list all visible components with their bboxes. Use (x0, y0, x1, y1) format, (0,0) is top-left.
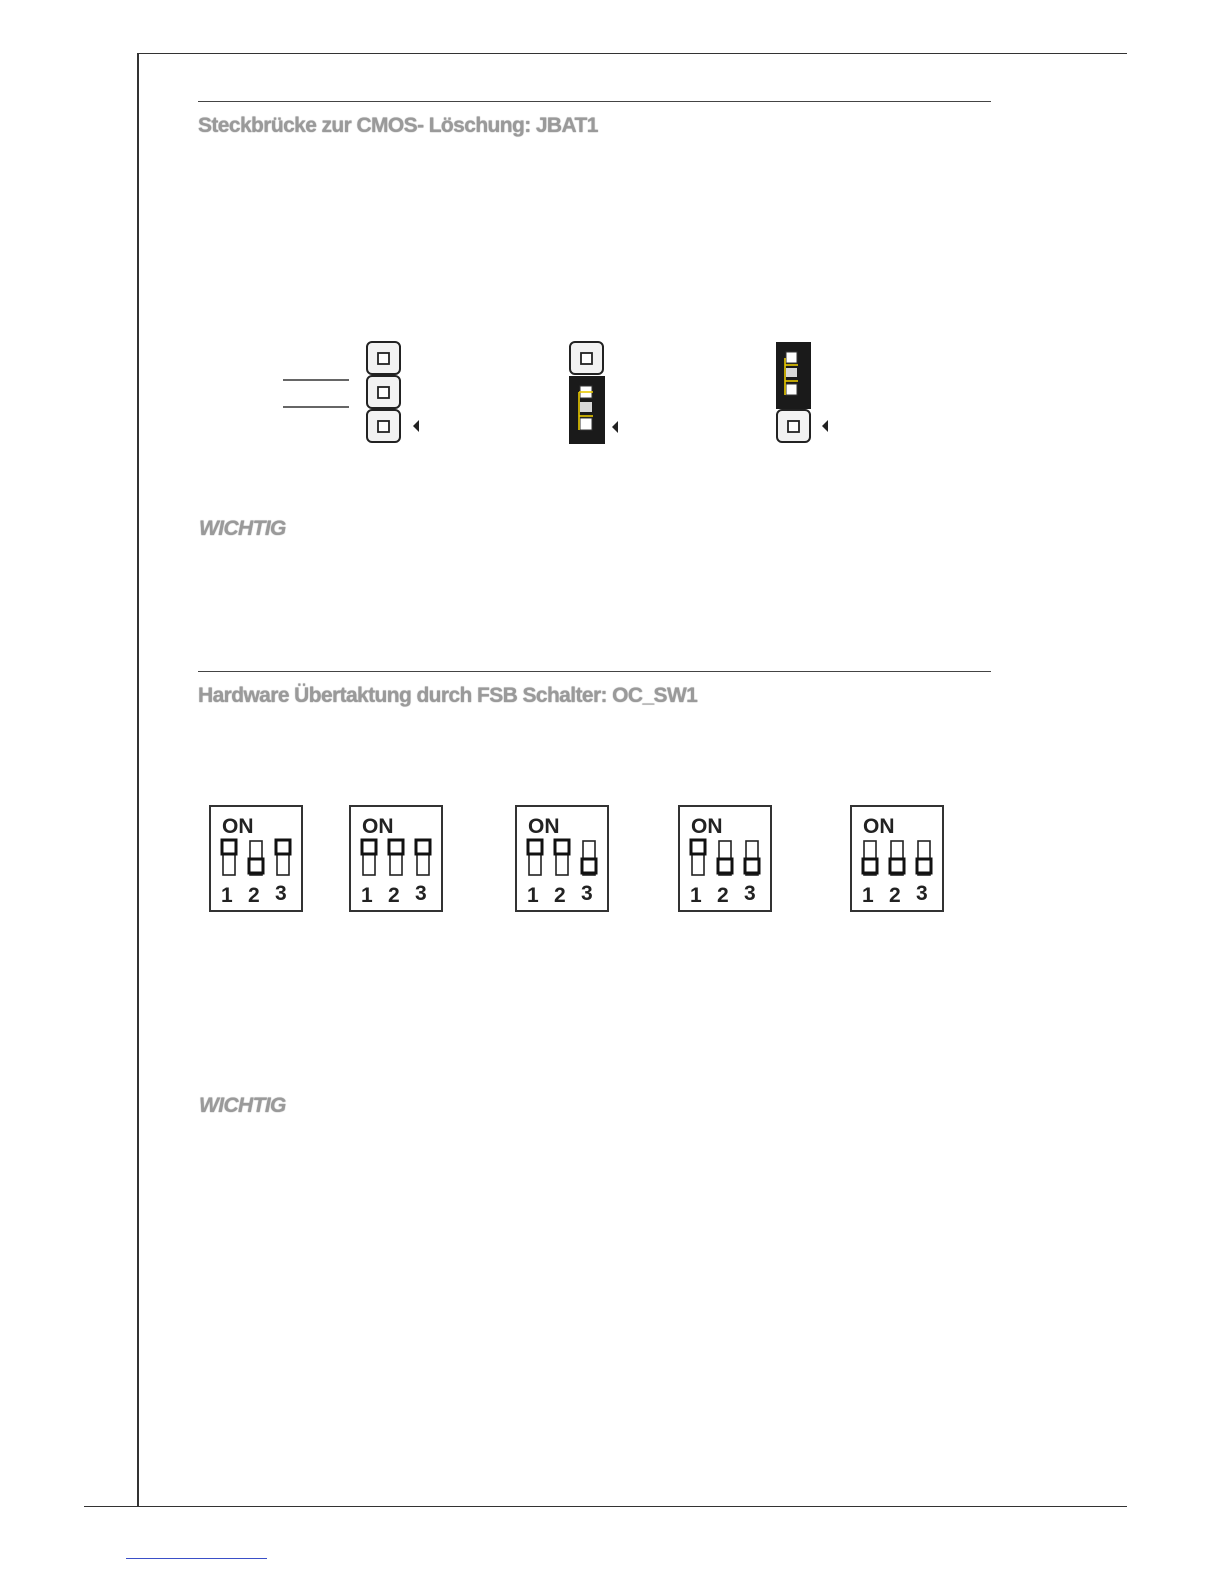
jumper-pin-3 (777, 410, 810, 442)
jumper-cap (569, 376, 605, 444)
dip-pin-label: 1 (361, 884, 373, 907)
jumper-cap (776, 342, 811, 409)
dip-pin-label: 2 (248, 884, 260, 907)
dip-toggle-on (691, 840, 705, 854)
page-frame-top (137, 53, 1127, 54)
dip-on-label: ON (863, 815, 895, 838)
dip-switch-2 (349, 805, 444, 913)
dip-pin-label: 1 (690, 884, 702, 907)
dip-pin-label: 1 (862, 884, 874, 907)
section-divider-oc-sw1 (198, 671, 991, 672)
jumper-pin-3 (367, 410, 400, 442)
dip-on-label: ON (362, 815, 394, 838)
dip-pin-label: 3 (275, 882, 287, 905)
dip-toggle-off (745, 859, 759, 873)
jumper-pin-1 (367, 342, 400, 374)
important-note-jbat1: WICHTIG (199, 517, 286, 540)
dip-switch-3 (515, 805, 610, 913)
dip-toggle-off (863, 859, 877, 873)
jumper-diagram-1 (280, 340, 430, 450)
dip-toggle-on (362, 840, 376, 854)
dip-on-label: ON (222, 815, 254, 838)
dip-toggle-on (222, 840, 236, 854)
dip-toggle-on (389, 840, 403, 854)
jumper-diagram-3 (766, 340, 846, 450)
section-heading-jbat1: Steckbrücke zur CMOS- Löschung: JBAT1 (198, 114, 598, 137)
dip-on-label: ON (528, 815, 560, 838)
dip-toggle-on (555, 840, 569, 854)
dip-toggle-on (528, 840, 542, 854)
pin1-marker-icon (413, 420, 419, 432)
page-frame-bottom (84, 1506, 1127, 1507)
dip-pin-label: 2 (717, 884, 729, 907)
dip-pin-label: 1 (221, 884, 233, 907)
page-frame-left (137, 54, 139, 1506)
dip-pin-label: 1 (527, 884, 539, 907)
dip-switch-5 (850, 805, 945, 913)
footer-link-underline (126, 1558, 267, 1559)
jumper-diagram-2 (560, 340, 640, 450)
dip-pin-label: 2 (388, 884, 400, 907)
dip-toggle-on (276, 840, 290, 854)
dip-pin-label: 3 (415, 882, 427, 905)
dip-pin-label: 2 (554, 884, 566, 907)
jumper-pin-2 (367, 376, 400, 408)
dip-toggle-off (718, 859, 732, 873)
dip-toggle-on (416, 840, 430, 854)
important-note-oc-sw1: WICHTIG (199, 1094, 286, 1117)
section-heading-oc-sw1: Hardware Übertaktung durch FSB Schalter: OC_SW1 (198, 684, 698, 707)
dip-on-label: ON (691, 815, 723, 838)
section-divider-jbat1 (198, 101, 991, 102)
dip-toggle-off (917, 859, 931, 873)
pin1-marker-icon (822, 420, 828, 432)
dip-pin-label: 2 (889, 884, 901, 907)
dip-switch-4 (678, 805, 773, 913)
dip-pin-label: 3 (744, 882, 756, 905)
pin1-marker-icon (612, 421, 618, 433)
jumper-pin-1 (570, 342, 603, 374)
dip-toggle-off (249, 859, 263, 873)
dip-toggle-off (582, 859, 596, 873)
dip-pin-label: 3 (581, 882, 593, 905)
dip-switch-1 (209, 805, 304, 913)
dip-pin-label: 3 (916, 882, 928, 905)
dip-toggle-off (890, 859, 904, 873)
